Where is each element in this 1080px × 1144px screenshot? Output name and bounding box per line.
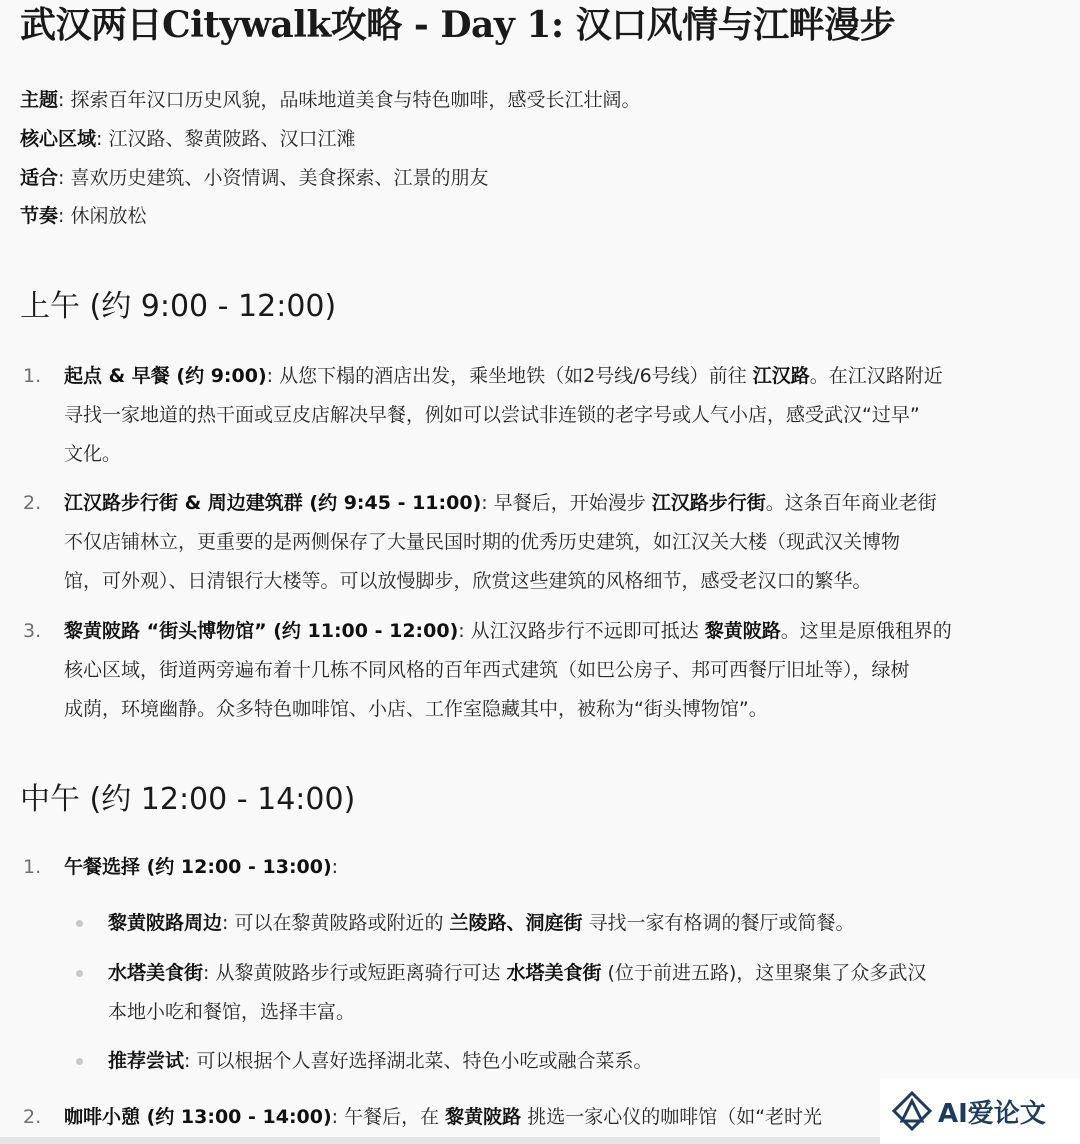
list-item: 江汉路步行街 & 周边建筑群 (约 9:45 - 11:00): 早餐后，开始漫步 江汉路步行街。这条百年商业老街 不仅店铺林立，更重要的是两侧保存了大量民国时期的优秀历史建筑，如江汉关大楼（现武汉关博物 馆，可外观）、日清银行大楼等。可以放慢脚步，欣赏这些建筑的风格细节，感受老汉口的繁华。: [64, 492, 937, 592]
bullet-dot: [76, 920, 83, 927]
sub-list-item: 推荐尝试: 可以根据个人喜好选择湖北菜、特色小吃或融合菜系。: [108, 1050, 653, 1072]
bullet-dot: [76, 1058, 83, 1065]
meta-theme: 主题: 探索百年汉口历史风貌，品味地道美食与特色咖啡，感受长江壮阔。: [20, 89, 641, 111]
watermark: [880, 1078, 1080, 1144]
list-item: 起点 & 早餐 (约 9:00): 从您下榻的酒店出发，乘坐地铁（如2号线/6号线）前往 江汉路。在江汉路附近 寻找一家地道的热干面或豆皮店解决早餐，例如可以尝试非连锁的老字号或人气小店，感受武汉“过早” 文化。: [64, 365, 943, 465]
meta-pace: 节奏: 休闲放松: [20, 205, 147, 227]
meta-suitable: 适合: 喜欢历史建筑、小资情调、美食探索、江景的朋友: [20, 167, 489, 189]
list-number: 3.: [23, 620, 42, 642]
sub-list-item: 水塔美食街: 从黎黄陂路步行或短距离骑行可达 水塔美食街 (位于前进五路)，这里聚集了众多武汉 本地小吃和餐馆，选择丰富。: [108, 962, 927, 1023]
list-number: 1.: [23, 365, 42, 387]
section-heading-morning: 上午 (约 9:00 - 12:00): [20, 289, 337, 324]
list-item: 黎黄陂路 “街头博物馆” (约 11:00 - 12:00): 从江汉路步行不远即可抵达 黎黄陂路。这里是原俄租界的 核心区域，街道两旁遍布着十几栋不同风格的百年西式建筑（如巴公房子、邦可西餐厅旧址等），绿树 成荫，环境幽静。众多特色咖啡馆、小店、工作室隐藏其中，被称为“街头博物馆”。: [64, 620, 952, 720]
bullet-dot: [76, 970, 83, 977]
list-item: 午餐选择 (约 12:00 - 13:00):: [64, 856, 339, 878]
watermark-text: AI爱论文: [938, 1098, 1046, 1129]
section-heading-noon: 中午 (约 12:00 - 14:00): [20, 782, 356, 817]
sub-list-item: 黎黄陂路周边: 可以在黎黄陂路或附近的 兰陵路、洞庭街 寻找一家有格调的餐厅或简餐。: [108, 912, 855, 934]
list-number: 2.: [23, 1106, 42, 1128]
diamond-logo-icon: [892, 1091, 932, 1131]
list-item: 咖啡小憩 (约 13:00 - 14:00): 午餐后，在 黎黄陂路 挑选一家心仪的咖啡馆（如“老时光: [64, 1106, 823, 1128]
meta-core-area: 核心区域: 江汉路、黎黄陂路、汉口江滩: [20, 128, 356, 150]
list-number: 1.: [23, 856, 42, 878]
list-number: 2.: [23, 492, 42, 514]
page-title: 武汉两日Citywalk攻略 - Day 1: 汉口风情与江畔漫步: [20, 4, 896, 46]
